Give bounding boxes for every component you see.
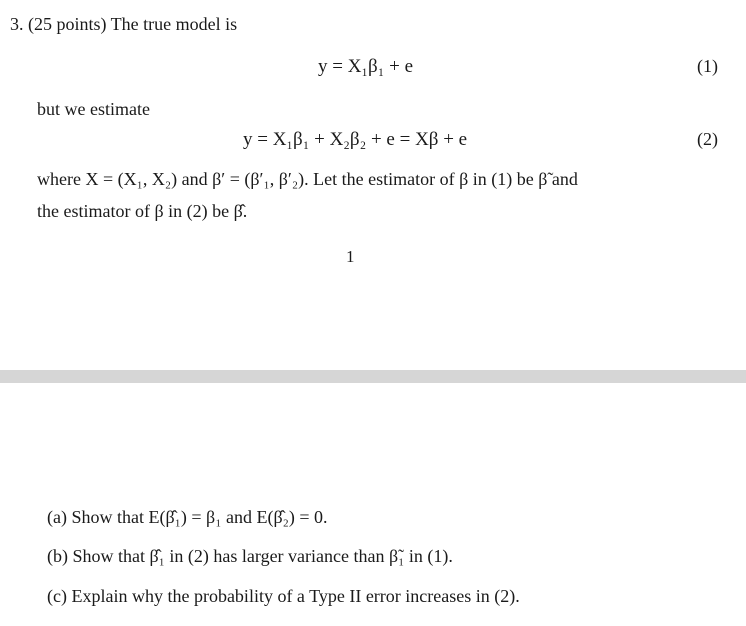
estimate-text: but we estimate [37,99,150,119]
part-c: (c) Explain why the probability of a Type II error increases in (2). [47,586,520,606]
equation-2-number: (2) [697,129,718,149]
equation-2: y = X₁β₁ + X₂β₂ + e = Xβ + e [243,129,468,150]
where-line-1: where X = (X₁, X₂) and β′ = (β′₁, β′₂). Let the estimator of β in (1) be β̃ and [37,169,578,189]
page-number: 1 [346,247,355,266]
part-b: (b) Show that β̂₁ in (2) has larger variance than β̃₁ in (1). [47,546,453,566]
part-a: (a) Show that E(β̂₁) = β₁ and E(β̂₂) = 0. [47,507,328,527]
problem-intro: 3. (25 points) The true model is [10,14,238,34]
equation-1: y = X₁β₁ + e [318,56,413,77]
document-page-bottom [0,383,746,626]
equation-1-number: (1) [697,56,718,76]
page-separator [0,370,746,383]
where-line-2: the estimator of β in (2) be β̂. [37,201,248,221]
